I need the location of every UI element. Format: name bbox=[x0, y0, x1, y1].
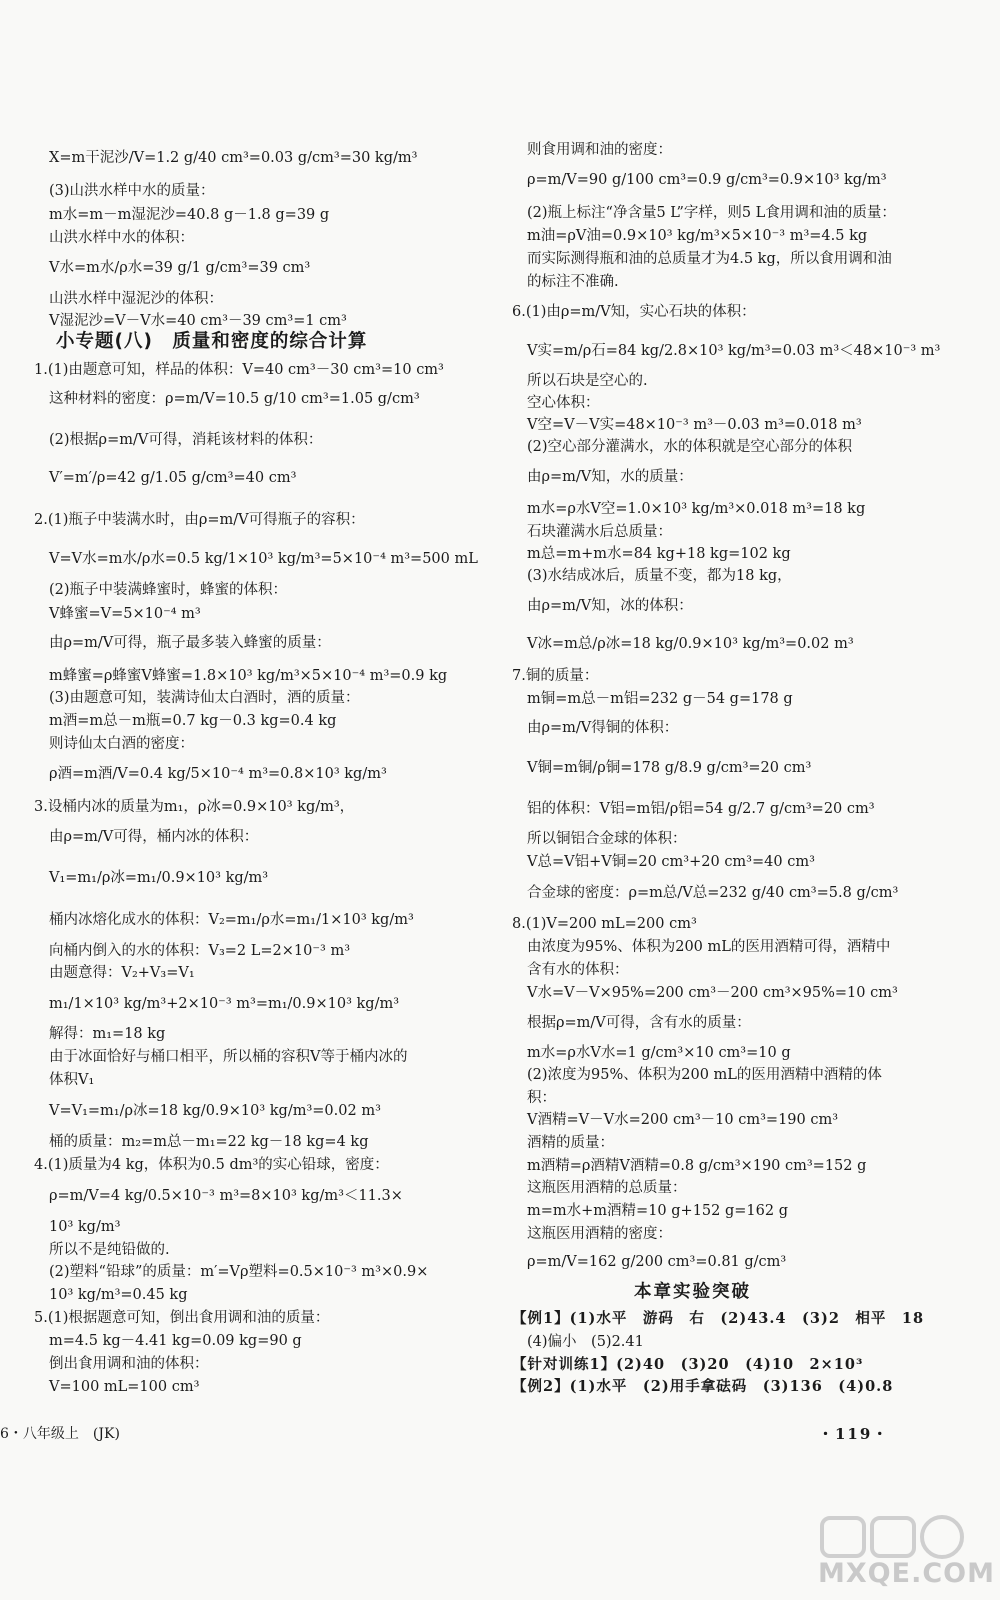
text-line: (3)水结成冰后，质量不变，都为18 kg， bbox=[527, 568, 792, 584]
formula-line: m水=ρ水V空=1.0×10³ kg/m³×0.018 m³=18 kg bbox=[527, 501, 866, 517]
formula-line: m铜=m总－m铝=232 g－54 g=178 g bbox=[527, 691, 793, 707]
formula-line: V酒精=V－V水=200 cm³－10 cm³=190 cm³ bbox=[527, 1112, 839, 1128]
text-line: 则诗仙太白酒的密度： bbox=[49, 736, 194, 752]
formula-line: X=m干泥沙/V=1.2 g/40 cm³=0.03 g/cm³=30 kg/m³ bbox=[49, 150, 418, 166]
formula-line: V空=V－V实=48×10⁻³ m³－0.03 m³=0.018 m³ bbox=[527, 417, 862, 433]
text-line: 而实际测得瓶和油的总质量才为4.5 kg，所以食用调和油 bbox=[527, 251, 892, 267]
example-1-continued: (4)偏小 (5)2.41 bbox=[527, 1334, 644, 1350]
formula-line: V实=m/ρ石=84 kg/2.8×10³ kg/m³=0.03 m³＜48×10⁻³ m³ bbox=[527, 343, 941, 359]
formula-line: ρ=m/V=90 g/100 cm³=0.9 g/cm³=0.9×10³ kg/m³ bbox=[527, 172, 887, 188]
formula-line: 10³ kg/m³ bbox=[49, 1219, 121, 1235]
formula-line: V=V水=m水/ρ水=0.5 kg/1×10³ kg/m³=5×10⁻⁴ m³=500 mL bbox=[49, 551, 478, 567]
watermark-text: MXQE.COM bbox=[818, 1558, 995, 1589]
formula-line: 桶的质量：m₂=m总－m₁=22 kg－18 kg=4 kg bbox=[49, 1134, 369, 1150]
footer-grade-label: 6・八年级上 (JK) bbox=[0, 1426, 120, 1442]
text-line: 体积V₁ bbox=[49, 1072, 95, 1088]
text-line: (2)瓶上标注“净含量5 L”字样，则5 L食用调和油的质量： bbox=[527, 205, 896, 221]
formula-line: m水=ρ水V水=1 g/cm³×10 cm³=10 g bbox=[527, 1045, 791, 1061]
problem-7: 7.铜的质量： bbox=[512, 668, 599, 684]
formula-line: V总=V铝+V铜=20 cm³+20 cm³=40 cm³ bbox=[527, 854, 815, 870]
formula-line: ρ=m/V=162 g/200 cm³=0.81 g/cm³ bbox=[527, 1254, 787, 1270]
formula-line: m₁/1×10³ kg/m³+2×10⁻³ m³=m₁/0.9×10³ kg/m³ bbox=[49, 996, 400, 1012]
text-line: 解得：m₁=18 kg bbox=[49, 1026, 166, 1042]
text-line: 所以铜铝合金球的体积： bbox=[527, 831, 687, 847]
formula-line: V₁=m₁/ρ冰=m₁/0.9×10³ kg/m³ bbox=[49, 870, 269, 886]
text-line: 由浓度为95%、体积为200 mL的医用酒精可得，酒精中 bbox=[527, 939, 891, 955]
formula-line: V蜂蜜=V=5×10⁻⁴ m³ bbox=[49, 606, 201, 622]
text-line: 山洪水样中湿泥沙的体积： bbox=[49, 291, 223, 307]
formula-line: 由题意得：V₂+V₃=V₁ bbox=[49, 965, 195, 981]
text-line: 倒出食用调和油的体积： bbox=[49, 1356, 209, 1372]
section-title: 小专题(八) 质量和密度的综合计算 bbox=[56, 331, 368, 352]
formula-line: m=m水+m酒精=10 g+152 g=162 g bbox=[527, 1203, 788, 1219]
problem-4: 4.(1)质量为4 kg，体积为0.5 dm³的实心铅球，密度： bbox=[34, 1157, 389, 1173]
text-line: 空心体积： bbox=[527, 395, 600, 411]
formula-line: V水=m水/ρ水=39 g/1 g/cm³=39 cm³ bbox=[49, 260, 311, 276]
example-1: 【例1】(1)水平 游码 右 (2)43.4 (3)2 相平 18 bbox=[512, 1310, 925, 1327]
formula-line: (2)塑料“铅球”的质量：m′=Vρ塑料=0.5×10⁻³ m³×0.9× bbox=[49, 1264, 429, 1280]
problem-1: 1.(1)由题意可知，样品的体积：V=40 cm³－30 cm³=10 cm³ bbox=[34, 362, 444, 378]
formula-line: 这种材料的密度：ρ=m/V=10.5 g/10 cm³=1.05 g/cm³ bbox=[49, 391, 420, 407]
formula-line: m油=ρV油=0.9×10³ kg/m³×5×10⁻³ m³=4.5 kg bbox=[527, 228, 868, 244]
text-line: 由ρ=m/V可得，瓶子最多装入蜂蜜的质量： bbox=[49, 635, 331, 651]
problem-8: 8.(1)V=200 mL=200 cm³ bbox=[512, 916, 697, 932]
text-line: 的标注不准确. bbox=[527, 274, 619, 290]
text-line: (2)浓度为95%、体积为200 mL的医用酒精中酒精的体 bbox=[527, 1067, 882, 1083]
problem-6: 6.(1)由ρ=m/V知，实心石块的体积： bbox=[512, 304, 756, 320]
text-line: 根据ρ=m/V可得，含有水的质量： bbox=[527, 1015, 751, 1031]
text-line: 这瓶医用酒精的总质量： bbox=[527, 1180, 687, 1196]
formula-line: m=4.5 kg－4.41 kg=0.09 kg=90 g bbox=[49, 1333, 302, 1349]
formula-line: 铝的体积：V铝=m铝/ρ铝=54 g/2.7 g/cm³=20 cm³ bbox=[527, 801, 875, 817]
page-number: ・119・ bbox=[818, 1425, 890, 1443]
text-line: (2)空心部分灌满水，水的体积就是空心部分的体积 bbox=[527, 439, 853, 455]
formula-line: V=100 mL=100 cm³ bbox=[49, 1379, 200, 1395]
problem-3: 3.设桶内冰的质量为m₁，ρ冰=0.9×10³ kg/m³， bbox=[34, 799, 355, 815]
formula-line: m酒精=ρ酒精V酒精=0.8 g/cm³×190 cm³=152 g bbox=[527, 1158, 867, 1174]
text-line: (3)由题意可知，装满诗仙太白酒时，酒的质量： bbox=[49, 690, 360, 706]
formula-line: V水=V－V×95%=200 cm³－200 cm³×95%=10 cm³ bbox=[527, 985, 898, 1001]
formula-line: ρ酒=m酒/V=0.4 kg/5×10⁻⁴ m³=0.8×10³ kg/m³ bbox=[49, 766, 387, 782]
problem-5: 5.(1)根据题意可知，倒出食用调和油的质量： bbox=[34, 1310, 330, 1326]
formula-line: m酒=m总－m瓶=0.7 kg－0.3 kg=0.4 kg bbox=[49, 713, 337, 729]
formula-line: m蜂蜜=ρ蜂蜜V蜂蜜=1.8×10³ kg/m³×5×10⁻⁴ m³=0.9 kg bbox=[49, 668, 448, 684]
practice-title: 本章实验突破 bbox=[634, 1282, 751, 1302]
text-line: 由ρ=m/V得铜的体积： bbox=[527, 720, 679, 736]
text-line: 由ρ=m/V知，冰的体积： bbox=[527, 598, 693, 614]
formula-line: m总=m+m水=84 kg+18 kg=102 kg bbox=[527, 546, 791, 562]
formula-line: 10³ kg/m³=0.45 kg bbox=[49, 1287, 188, 1303]
text-line: (3)山洪水样中水的质量： bbox=[49, 183, 215, 199]
text-line: 石块灌满水后总质量： bbox=[527, 524, 672, 540]
formula-line: ρ=m/V=4 kg/0.5×10⁻³ m³=8×10³ kg/m³＜11.3× bbox=[49, 1188, 403, 1204]
formula-line: V冰=m总/ρ冰=18 kg/0.9×10³ kg/m³=0.02 m³ bbox=[527, 636, 854, 652]
formula-line: 向桶内倒入的水的体积：V₃=2 L=2×10⁻³ m³ bbox=[49, 943, 351, 959]
text-line: (2)根据ρ=m/V可得，消耗该材料的体积： bbox=[49, 432, 323, 448]
formula-line: 桶内冰熔化成水的体积：V₂=m₁/ρ水=m₁/1×10³ kg/m³ bbox=[49, 912, 414, 928]
text-line: 这瓶医用酒精的密度： bbox=[527, 1226, 672, 1242]
text-line: 山洪水样中水的体积： bbox=[49, 230, 194, 246]
text-line: 由于冰面恰好与桶口相平，所以桶的容积V等于桶内冰的 bbox=[49, 1049, 408, 1065]
text-line: 积： bbox=[527, 1090, 556, 1106]
text-line: 由ρ=m/V知，水的质量： bbox=[527, 469, 693, 485]
text-line: 则食用调和油的密度： bbox=[527, 142, 672, 158]
text-line: 含有水的体积： bbox=[527, 962, 629, 978]
text-line: 所以不是纯铅做的. bbox=[49, 1242, 170, 1258]
formula-line: m水=m－m湿泥沙=40.8 g－1.8 g=39 g bbox=[49, 207, 330, 223]
formula-line: V铜=m铜/ρ铜=178 g/8.9 g/cm³=20 cm³ bbox=[527, 760, 812, 776]
text-line: (2)瓶子中装满蜂蜜时，蜂蜜的体积： bbox=[49, 582, 288, 598]
text-line: 由ρ=m/V可得，桶内冰的体积： bbox=[49, 829, 259, 845]
training-1: 【针对训练1】(2)40 (3)20 (4)10 2×10³ bbox=[512, 1356, 864, 1373]
formula-line: 合金球的密度：ρ=m总/V总=232 g/40 cm³=5.8 g/cm³ bbox=[527, 885, 899, 901]
formula-line: V′=m′/ρ=42 g/1.05 g/cm³=40 cm³ bbox=[49, 470, 297, 486]
text-line: 所以石块是空心的. bbox=[527, 373, 648, 389]
formula-line: V=V₁=m₁/ρ冰=18 kg/0.9×10³ kg/m³=0.02 m³ bbox=[49, 1103, 381, 1119]
example-2: 【例2】(1)水平 (2)用手拿砝码 (3)136 (4)0.8 bbox=[512, 1378, 894, 1395]
formula-line: V湿泥沙=V－V水=40 cm³－39 cm³=1 cm³ bbox=[49, 313, 347, 329]
problem-2: 2.(1)瓶子中装满水时，由ρ=m/V可得瓶子的容积： bbox=[34, 512, 365, 528]
text-line: 酒精的质量： bbox=[527, 1135, 614, 1151]
